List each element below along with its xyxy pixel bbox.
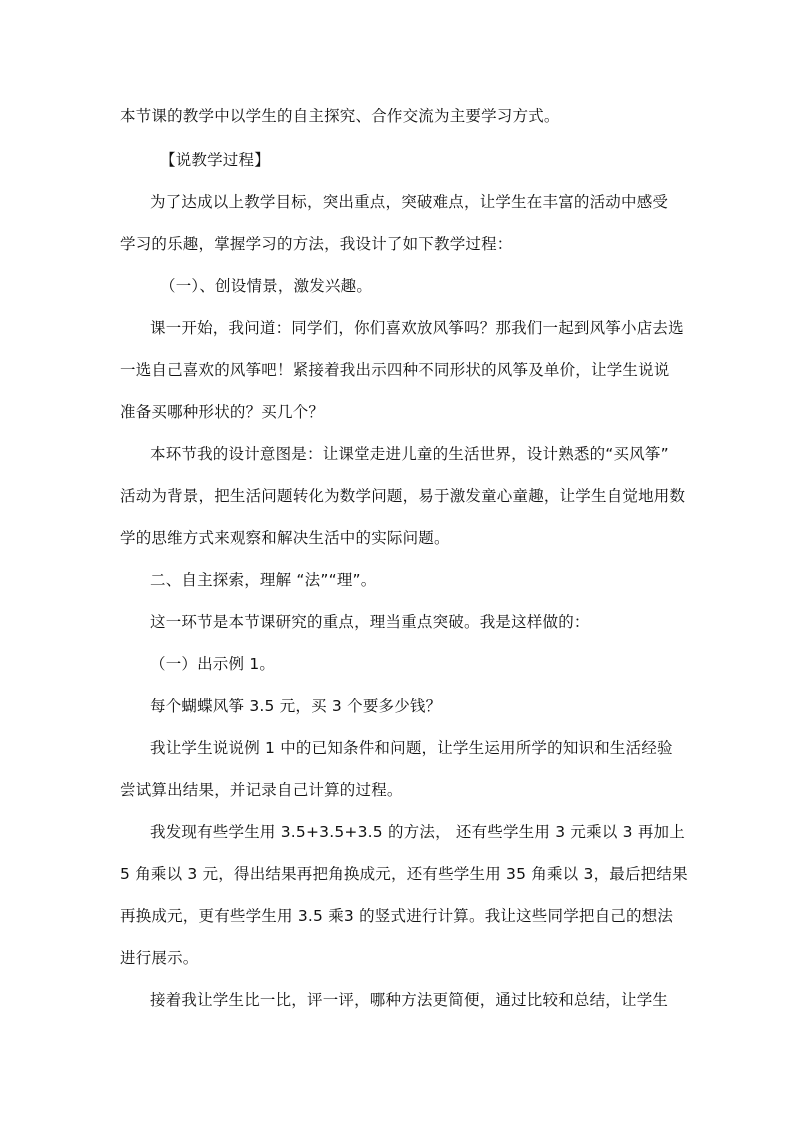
paragraph-line: 进行展示。 <box>120 949 199 967</box>
paragraph-line: 课一开始，我问道：同学们，你们喜欢放风筝吗？那我们一起到风筝小店去选 <box>150 319 684 337</box>
paragraph-line: 我让学生说说例 1 中的已知条件和问题，让学生运用所学的知识和生活经验 <box>150 739 673 757</box>
paragraph-line: 学的思维方式来观察和解决生活中的实际问题。 <box>120 529 450 547</box>
paragraph-line: 一选自己喜欢的风筝吧！紧接着我出示四种不同形状的风筝及单价，让学生说说 <box>120 361 670 379</box>
paragraph-line: 为了达成以上教学目标，突出重点，突破难点，让学生在丰富的活动中感受 <box>150 193 669 211</box>
paragraph-line: 接着我让学生比一比，评一评，哪种方法更简便，通过比较和总结，让学生 <box>150 991 669 1009</box>
paragraph-line: 我发现有些学生用 3.5+3.5+3.5 的方法， 还有些学生用 3 元乘以 3 再加上 <box>150 823 685 841</box>
section-heading: 二、自主探索，理解 “法”“理”。 <box>150 571 377 589</box>
paragraph-line: 本环节我的设计意图是：让课堂走进儿童的生活世界，设计熟悉的“买风筝” <box>150 445 669 463</box>
paragraph-line: 学习的乐趣，掌握学习的方法，我设计了如下教学过程： <box>120 235 513 253</box>
paragraph-line: 准备买哪种形状的？买几个？ <box>120 403 325 421</box>
paragraph-line: 活动为背景，把生活问题转化为数学问题，易于激发童心童趣，让学生自觉地用数 <box>120 487 686 505</box>
paragraph-line: 5 角乘以 3 元，得出结果再把角换成元，还有些学生用 35 角乘以 3，最后把结果 <box>120 865 688 883</box>
paragraph-line: 这一环节是本节课研究的重点，理当重点突破。我是这样做的： <box>150 613 590 631</box>
paragraph-line: 每个蝴蝶风筝 3.5 元，买 3 个要多少钱？ <box>150 697 442 715</box>
subsection-heading: （一）出示例 1。 <box>150 655 276 673</box>
section-heading: 【说教学过程】 <box>160 151 270 169</box>
paragraph-line: 尝试算出结果，并记录自己计算的过程。 <box>120 781 403 799</box>
paragraph-line: 本节课的教学中以学生的自主探究、合作交流为主要学习方式。 <box>120 107 560 125</box>
paragraph-line: 再换成元，更有些学生用 3.5 乘3 的竖式进行计算。我让这些同学把自己的想法 <box>120 907 674 925</box>
subsection-heading: （一）、创设情景，激发兴趣。 <box>160 277 373 295</box>
